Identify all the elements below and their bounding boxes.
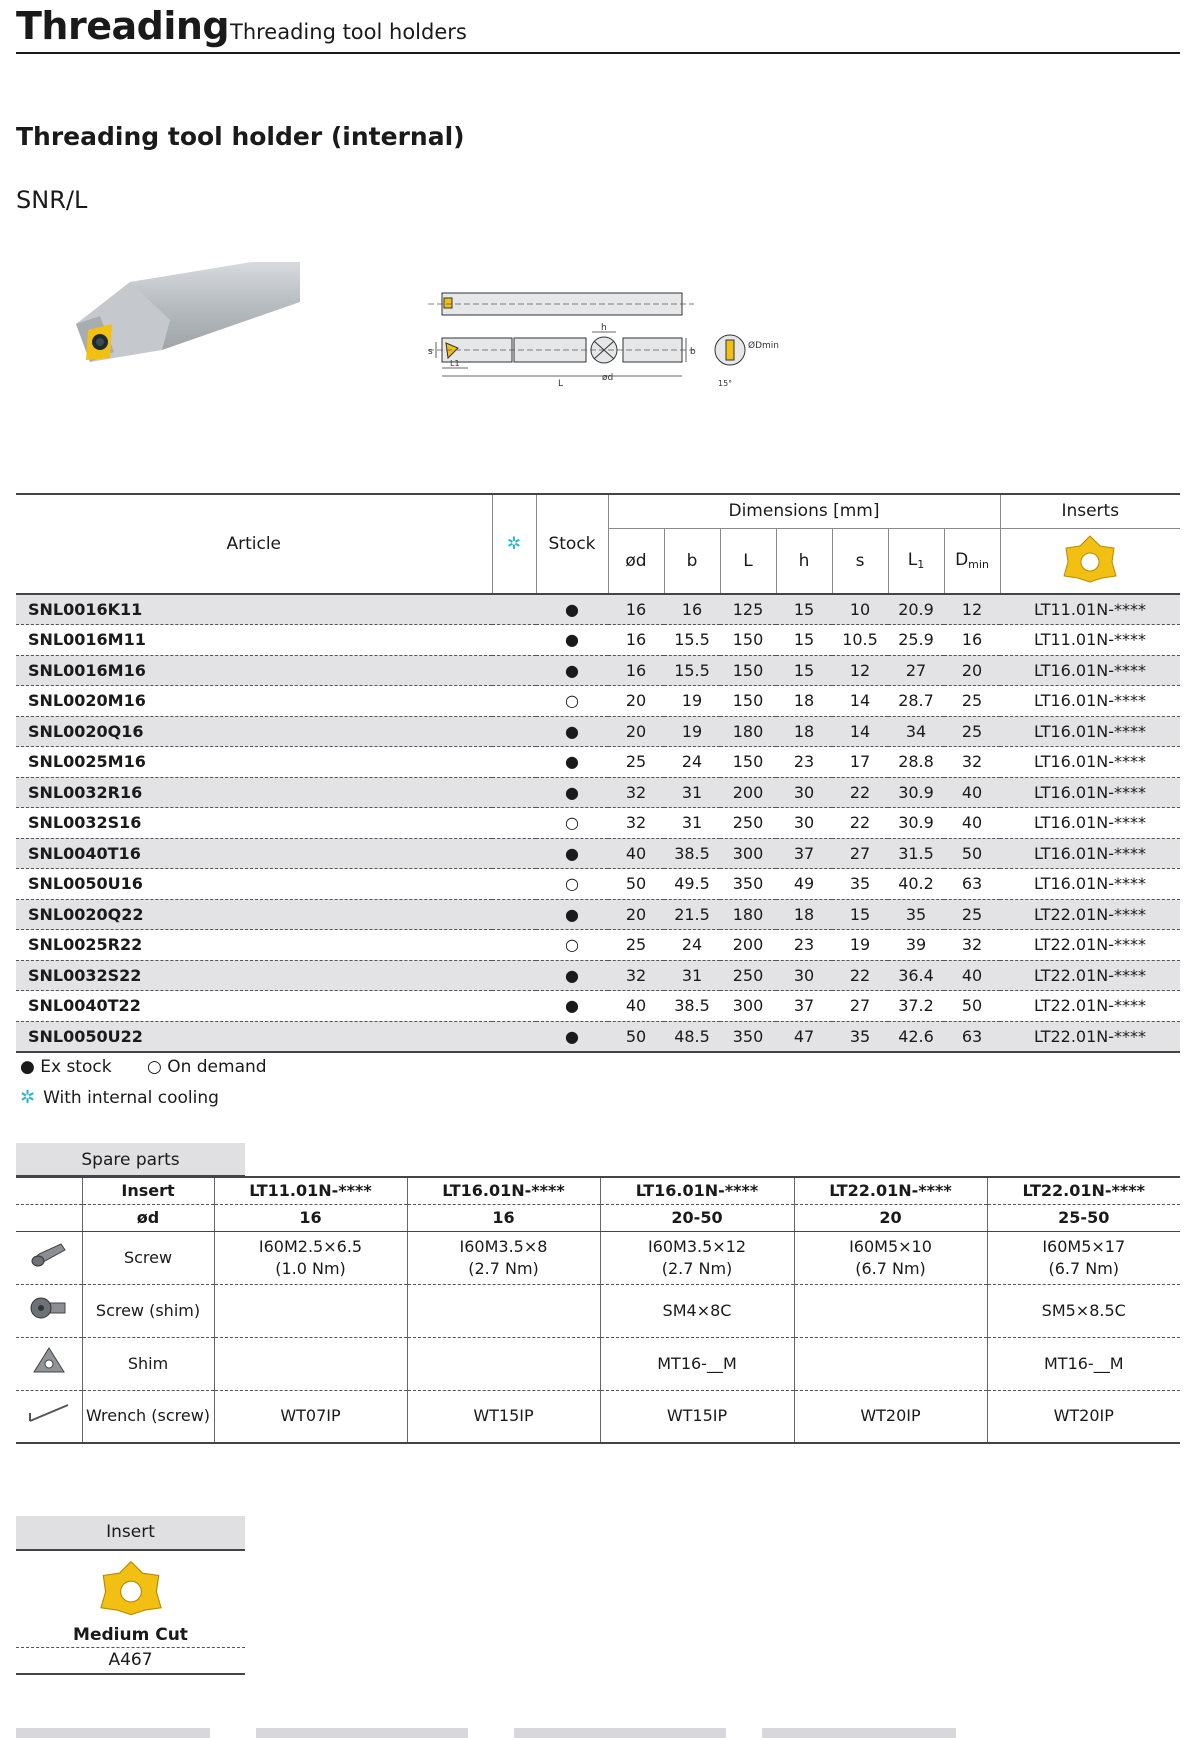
cooling-cell [492,991,536,1022]
spare-part-row [16,1337,1180,1390]
spare-part-cell [407,1284,600,1337]
dimension-cell: 37 [776,838,832,869]
dimension-cell: 30.9 [888,777,944,808]
variant-label: SNR/L [16,186,88,214]
dimension-cell: 31 [664,777,720,808]
dimension-cell: 16 [664,594,720,625]
dimension-cell: 23 [776,747,832,778]
stock-cell: ○ [536,869,608,900]
stock-cell: ● [536,716,608,747]
insert-cell: LT22.01N-**** [1000,899,1180,930]
dimension-cell: 19 [832,930,888,961]
stock-cell: ● [536,747,608,778]
dimension-cell: 47 [776,1021,832,1052]
dimension-cell: 10 [832,594,888,625]
spare-part-cell [214,1337,407,1390]
dimension-cell: 27 [832,838,888,869]
dimension-cell: 10.5 [832,625,888,656]
cooling-icon: ✲ [492,494,536,594]
article-cell: SNL0050U22 [16,1021,492,1052]
dimension-cell: 16 [608,594,664,625]
dimension-cell: 27 [832,991,888,1022]
dimension-cell: 40.2 [888,869,944,900]
spare-part-row [16,1284,1180,1337]
article-cell: SNL0016M11 [16,625,492,656]
insert-cell: LT16.01N-**** [1000,838,1180,869]
dimension-cell: 22 [832,960,888,991]
article-cell: SNL0032S16 [16,808,492,839]
insert-cell: LT22.01N-**** [1000,960,1180,991]
spare-od-header: 25-50 [987,1204,1180,1231]
tool-holder-photo [70,262,300,412]
bottom-tab[interactable] [762,1728,956,1738]
stock-cell: ● [536,594,608,625]
dimension-cell: 32 [944,747,1000,778]
dimension-cell: 40 [944,808,1000,839]
stock-cell: ● [536,838,608,869]
stock-cell: ● [536,777,608,808]
blank-cell [16,1204,82,1231]
article-cell: SNL0020Q22 [16,899,492,930]
spare-part-cell [794,1284,987,1337]
insert-cell: LT16.01N-**** [1000,869,1180,900]
dimension-cell: 50 [608,869,664,900]
spare-part-label: Screw (shim) [82,1284,214,1337]
spare-od-header: 20-50 [600,1204,794,1231]
spare-part-cell: WT15IP [600,1390,794,1443]
dimension-cell: 25.9 [888,625,944,656]
table-row [16,594,1180,625]
dimension-cell: 34 [888,716,944,747]
spare-insert-header: LT22.01N-**** [987,1177,1180,1204]
insert-cell: LT16.01N-**** [1000,686,1180,717]
article-cell: SNL0040T22 [16,991,492,1022]
dimension-cell: 48.5 [664,1021,720,1052]
dimension-cell: 30 [776,808,832,839]
insert-cell: LT22.01N-**** [1000,991,1180,1022]
col-inserts: Inserts [1000,494,1180,528]
dimension-cell: 150 [720,747,776,778]
article-cell: SNL0020M16 [16,686,492,717]
col-dmin: $D_{min}$ [944,528,1000,594]
insert-icon [1000,528,1180,594]
dimension-cell: 14 [832,686,888,717]
insert-cell: LT16.01N-**** [1000,655,1180,686]
stock-legend [20,1057,297,1077]
cooling-cell [492,1021,536,1052]
spare-part-cell: MT16-__M [600,1337,794,1390]
insert-cell: LT16.01N-**** [1000,808,1180,839]
stock-cell: ○ [536,930,608,961]
svg-text:L: L [558,379,564,389]
dimension-cell: 17 [832,747,888,778]
bottom-tab[interactable] [16,1728,210,1738]
dimension-cell: 180 [720,716,776,747]
spare-part-cell: MT16-__M [987,1337,1180,1390]
cooling-icon: ✲ [20,1087,36,1108]
page-subtitle: Threading tool holders [230,20,467,44]
table-row [16,869,1180,900]
dimension-cell: 200 [720,777,776,808]
dimension-cell: 49.5 [664,869,720,900]
article-cell: SNL0016M16 [16,655,492,686]
table-row [16,747,1180,778]
dimension-cell: 300 [720,838,776,869]
spare-part-label: Screw [82,1231,214,1284]
article-cell: SNL0040T16 [16,838,492,869]
dimension-cell: 40 [944,777,1000,808]
dimension-cell: 18 [776,686,832,717]
dimension-cell: 38.5 [664,838,720,869]
dimension-cell: 39 [888,930,944,961]
dimension-cell: 38.5 [664,991,720,1022]
cooling-cell [492,716,536,747]
table-row [16,777,1180,808]
spare-part-cell: I60M5×17 (6.7 Nm) [987,1231,1180,1284]
dimension-cell: 15.5 [664,625,720,656]
dimension-cell: 25 [608,930,664,961]
article-cell: SNL0025M16 [16,747,492,778]
dimension-cell: 180 [720,899,776,930]
legend-ex-stock: ● Ex stock [20,1057,112,1077]
od-row-label: ød [82,1204,214,1231]
dimension-cell: 20 [608,716,664,747]
dimension-cell: 63 [944,869,1000,900]
spare-parts-table [16,1176,1180,1444]
dimension-cell: 31.5 [888,838,944,869]
dimension-cell: 49 [776,869,832,900]
insert-cell: LT16.01N-**** [1000,716,1180,747]
section-title: Threading tool holder (internal) [16,122,465,151]
technical-drawing [418,290,798,400]
insert-cell: LT11.01N-**** [1000,594,1180,625]
dimension-cell: 40 [608,838,664,869]
dimension-cell: 23 [776,930,832,961]
cooling-cell [492,869,536,900]
dimension-cell: 250 [720,960,776,991]
dimension-cell: 350 [720,1021,776,1052]
shim-icon [16,1337,82,1390]
cooling-cell [492,777,536,808]
spare-part-row [16,1231,1180,1284]
screw-icon [16,1231,82,1284]
dimension-cell: 350 [720,869,776,900]
stock-cell: ○ [536,808,608,839]
cooling-cell [492,838,536,869]
dimension-cell: 150 [720,655,776,686]
stock-cell: ○ [536,686,608,717]
dimension-cell: 42.6 [888,1021,944,1052]
dimension-cell: 15 [832,899,888,930]
bottom-tab-strip [16,1728,1180,1738]
insert-cell: LT16.01N-**** [1000,747,1180,778]
dimension-cell: 22 [832,777,888,808]
dimension-cell: 18 [776,899,832,930]
dimension-cell: 30 [776,777,832,808]
dimension-cell: 20 [608,686,664,717]
dimension-cell: 20 [944,655,1000,686]
insert-name: Medium Cut [16,1625,245,1648]
dimension-cell: 25 [944,686,1000,717]
article-cell: SNL0025R22 [16,930,492,961]
cooling-cell [492,655,536,686]
dimension-cell: 300 [720,991,776,1022]
col-b: b [664,528,720,594]
table-row [16,930,1180,961]
dimension-cell: 19 [664,716,720,747]
col-s: s [832,528,888,594]
insert-icon [16,1551,245,1621]
col-dimensions: Dimensions [mm] [608,494,1000,528]
dimension-cell: 31 [664,808,720,839]
stock-cell: ● [536,991,608,1022]
dimension-cell: 15.5 [664,655,720,686]
spare-part-cell: WT15IP [407,1390,600,1443]
cooling-cell [492,686,536,717]
page-header [16,4,1180,54]
svg-text:L1: L1 [450,359,460,368]
article-cell: SNL0050U16 [16,869,492,900]
bottom-tab[interactable] [256,1728,468,1738]
dimension-cell: 150 [720,686,776,717]
spare-part-cell: WT07IP [214,1390,407,1443]
table-row [16,960,1180,991]
dimension-cell: 125 [720,594,776,625]
dimension-cell: 36.4 [888,960,944,991]
dimension-cell: 30 [776,960,832,991]
cooling-cell [492,899,536,930]
spare-part-row [16,1390,1180,1443]
page-title: Threading [16,4,230,48]
spare-insert-header: LT11.01N-**** [214,1177,407,1204]
cooling-cell [492,747,536,778]
dimension-cell: 150 [720,625,776,656]
dimension-cell: 28.7 [888,686,944,717]
stock-cell: ● [536,960,608,991]
spare-od-header: 16 [214,1204,407,1231]
col-od: ød [608,528,664,594]
stock-cell: ● [536,625,608,656]
spare-part-cell: I60M5×10 (6.7 Nm) [794,1231,987,1284]
table-row [16,838,1180,869]
dimension-cell: 16 [608,625,664,656]
table-row [16,808,1180,839]
dimension-cell: 50 [944,838,1000,869]
spare-part-label: Shim [82,1337,214,1390]
dimension-cell: 27 [888,655,944,686]
svg-text:15°: 15° [718,379,733,388]
cooling-cell [492,960,536,991]
dimension-cell: 32 [608,960,664,991]
dimension-cell: 50 [944,991,1000,1022]
spare-part-cell: I60M2.5×6.5 (1.0 Nm) [214,1231,407,1284]
insert-box-label: Insert [16,1516,245,1551]
table-row [16,899,1180,930]
dimension-cell: 16 [608,655,664,686]
dimension-cell: 15 [776,594,832,625]
table-row [16,1021,1180,1052]
dimension-cell: 40 [944,960,1000,991]
dimension-cell: 25 [944,716,1000,747]
dimension-cell: 35 [832,1021,888,1052]
cooling-cell [492,930,536,961]
blank-cell [16,1177,82,1204]
dimension-cell: 28.8 [888,747,944,778]
article-cell: SNL0032R16 [16,777,492,808]
dimension-cell: 20 [608,899,664,930]
stock-cell: ● [536,655,608,686]
dimension-cell: 37 [776,991,832,1022]
dimension-cell: 250 [720,808,776,839]
spare-part-cell: SM5×8.5C [987,1284,1180,1337]
wrench-icon [16,1390,82,1443]
spare-od-header: 20 [794,1204,987,1231]
spare-part-label: Wrench (screw) [82,1390,214,1443]
spare-part-cell: WT20IP [794,1390,987,1443]
dimension-cell: 32 [608,808,664,839]
spare-insert-header: LT16.01N-**** [600,1177,794,1204]
dimension-cell: 200 [720,930,776,961]
article-cell: SNL0016K11 [16,594,492,625]
insert-row-label: Insert [82,1177,214,1204]
dimension-cell: 18 [776,716,832,747]
spare-part-cell: SM4×8C [600,1284,794,1337]
spare-insert-header: LT16.01N-**** [407,1177,600,1204]
dimension-cell: 50 [608,1021,664,1052]
spare-part-cell [214,1284,407,1337]
dimension-cell: 15 [776,655,832,686]
dimension-cell: 63 [944,1021,1000,1052]
insert-cell: LT11.01N-**** [1000,625,1180,656]
cooling-legend [20,1087,249,1108]
insert-cell: LT22.01N-**** [1000,1021,1180,1052]
spare-part-cell: WT20IP [987,1390,1180,1443]
dimension-cell: 14 [832,716,888,747]
dimension-cell: 24 [664,930,720,961]
spare-part-cell [407,1337,600,1390]
dimension-cell: 32 [608,777,664,808]
dimension-cell: 12 [832,655,888,686]
shim-screw-icon [16,1284,82,1337]
col-stock: Stock [536,494,608,594]
dimension-cell: 24 [664,747,720,778]
stock-cell: ● [536,1021,608,1052]
article-cell: SNL0032S22 [16,960,492,991]
bottom-tab[interactable] [514,1728,726,1738]
spare-od-header: 16 [407,1204,600,1231]
dimension-cell: 19 [664,686,720,717]
tool-holder-table [16,493,1180,1053]
dimension-cell: 20.9 [888,594,944,625]
dimension-cell: 40 [608,991,664,1022]
dimension-cell: 16 [944,625,1000,656]
table-row [16,991,1180,1022]
dimension-cell: 37.2 [888,991,944,1022]
cooling-cell [492,625,536,656]
insert-code: A467 [16,1648,245,1675]
svg-text:ød: ød [602,373,614,383]
dimension-cell: 35 [832,869,888,900]
dimension-cell: 25 [608,747,664,778]
cooling-cell [492,808,536,839]
article-cell: SNL0020Q16 [16,716,492,747]
legend-on-demand: ○ On demand [146,1057,267,1077]
dimension-cell: 12 [944,594,1000,625]
spare-part-cell: I60M3.5×8 (2.7 Nm) [407,1231,600,1284]
table-row [16,625,1180,656]
spare-part-cell: I60M3.5×12 (2.7 Nm) [600,1231,794,1284]
svg-text:b: b [690,347,696,357]
spare-insert-header: LT22.01N-**** [794,1177,987,1204]
insert-cell: LT16.01N-**** [1000,777,1180,808]
dimension-cell: 32 [944,930,1000,961]
col-article: Article [16,494,492,594]
dimension-cell: 25 [944,899,1000,930]
insert-cell: LT22.01N-**** [1000,930,1180,961]
dimension-cell: 35 [888,899,944,930]
spare-part-cell [794,1337,987,1390]
dimension-cell: 22 [832,808,888,839]
svg-text:s: s [428,347,433,357]
dimension-cell: 30.9 [888,808,944,839]
table-row [16,686,1180,717]
dimension-cell: 21.5 [664,899,720,930]
dimension-cell: 15 [776,625,832,656]
dimension-cell: 31 [664,960,720,991]
stock-cell: ● [536,899,608,930]
svg-text:h: h [601,323,607,333]
col-L: L [720,528,776,594]
table-row [16,655,1180,686]
insert-box [16,1516,245,1675]
col-L1: $L_1$ [888,528,944,594]
col-h: h [776,528,832,594]
spare-parts-label: Spare parts [16,1143,245,1177]
cooling-cell [492,594,536,625]
table-row [16,716,1180,747]
svg-text:ØDmin: ØDmin [748,341,779,351]
legend-cooling: With internal cooling [43,1088,219,1108]
